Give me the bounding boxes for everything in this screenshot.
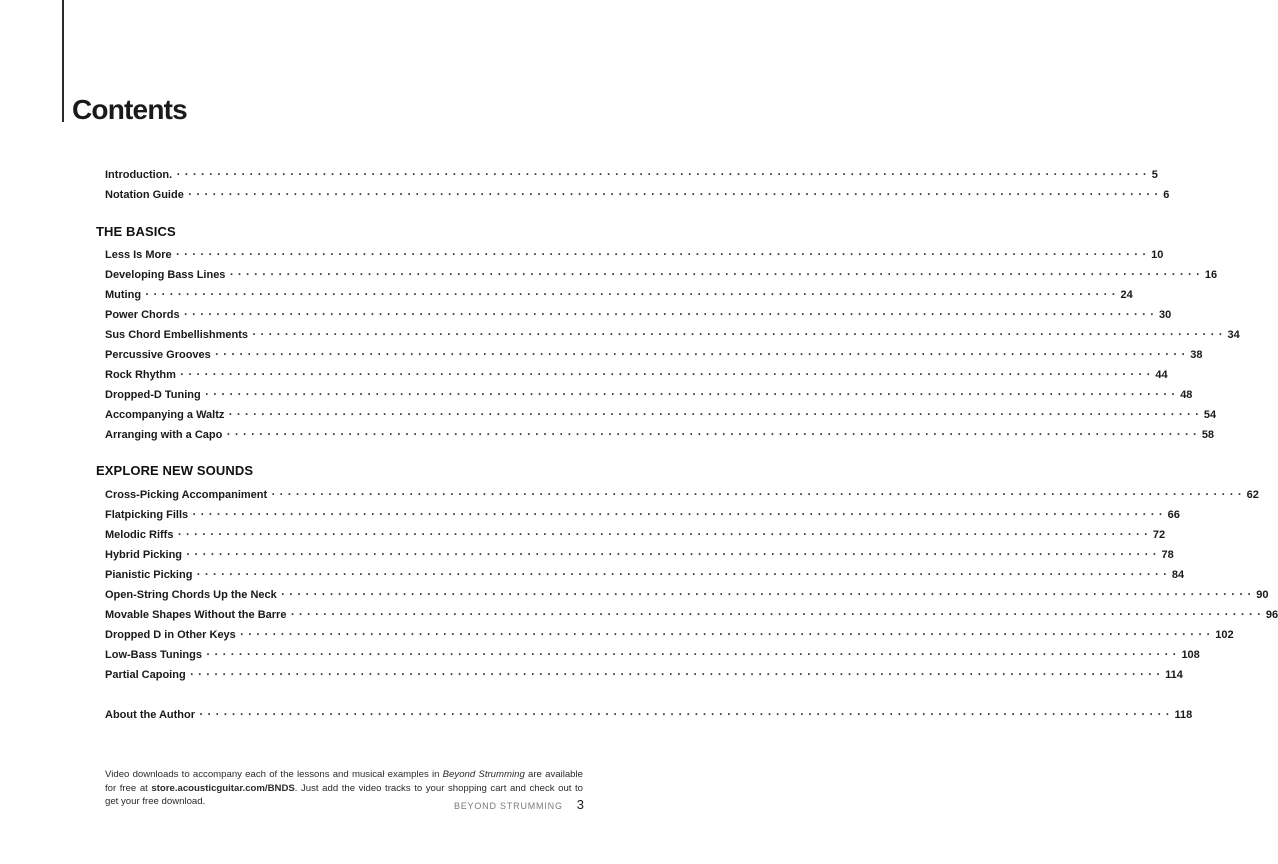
toc-entry-page: 48 <box>1180 389 1193 401</box>
toc-entry[interactable] <box>105 325 1240 341</box>
toc-entry-page: 96 <box>1265 609 1278 621</box>
dot-leader: ........................................................................................................................ <box>175 167 1150 178</box>
toc-entry[interactable] <box>105 625 1234 641</box>
dot-leader: ........................................................................................................................ <box>238 627 1214 638</box>
toc-entry-label: Partial Capoing <box>105 669 186 681</box>
toc-entry-page: 90 <box>1256 589 1269 601</box>
toc-entry-label: Notation Guide <box>105 189 184 201</box>
toc-entry-label: Sus Chord Embellishments <box>105 329 249 341</box>
toc-entry-page: 78 <box>1161 549 1174 561</box>
toc-entry-page: 5 <box>1151 169 1158 181</box>
toc-entry[interactable] <box>105 285 1133 301</box>
toc-entry-label: Developing Bass Lines <box>105 269 226 281</box>
dot-leader: ........................................................................................................................ <box>174 247 1150 258</box>
toc-entry[interactable] <box>105 425 1215 441</box>
toc-entry[interactable] <box>105 545 1174 561</box>
page-footer <box>454 797 584 812</box>
toc-entry[interactable] <box>105 645 1200 661</box>
footnote-url[interactable]: store.acousticguitar.com/BNDS <box>151 782 295 794</box>
toc-entry-page: 16 <box>1204 269 1218 281</box>
toc-entry-page: 54 <box>1203 409 1217 421</box>
toc-entry-page: 72 <box>1152 529 1166 541</box>
toc-entry-about-the-author[interactable] <box>105 705 1193 721</box>
toc-entry-label: Power Chords <box>105 309 180 321</box>
toc-entry[interactable] <box>105 605 1278 621</box>
toc-entry[interactable] <box>105 485 1259 501</box>
toc-entry-label: Muting <box>105 289 142 301</box>
toc-entry-label: Percussive Grooves <box>105 349 211 361</box>
dot-leader: ........................................................................................................................ <box>182 307 1158 318</box>
toc-entry-page: 114 <box>1165 669 1183 681</box>
toc-entry[interactable] <box>105 405 1217 421</box>
toc-entry[interactable] <box>105 345 1203 361</box>
dot-leader: ........................................................................................................................ <box>195 567 1170 578</box>
dot-leader: ........................................................................................................................ <box>203 387 1179 398</box>
toc-entry-label: About the Author <box>105 709 196 721</box>
dot-leader: ........................................................................................................................ <box>144 287 1119 298</box>
footnote-book-title: Beyond Strumming <box>442 769 525 780</box>
dot-leader: ........................................................................................................................ <box>191 507 1166 518</box>
toc-entry[interactable] <box>105 585 1269 601</box>
toc-entry-label: Movable Shapes Without the Barre <box>105 609 287 621</box>
dot-leader: ........................................................................................................................ <box>204 647 1180 658</box>
dot-leader: ........................................................................................................................ <box>279 587 1255 598</box>
toc-entry-page: 58 <box>1201 429 1215 441</box>
dot-leader: ........................................................................................................................ <box>228 267 1203 278</box>
footnote-text: . Just add the video tracks to your shopping cart and check out to get your free download. <box>105 782 584 807</box>
toc-entry-label: Pianistic Picking <box>105 569 193 581</box>
dot-leader: ........................................................................................................................ <box>186 187 1162 198</box>
section-heading-the-basics: THE BASICS <box>96 224 176 239</box>
dot-leader: ........................................................................................................................ <box>176 527 1151 538</box>
toc-entry[interactable] <box>105 245 1164 261</box>
toc-entry[interactable] <box>105 665 1183 681</box>
toc-entry-notation-guide[interactable] <box>105 185 1170 201</box>
toc-entry-page: 62 <box>1246 489 1259 501</box>
toc-entry[interactable] <box>105 565 1185 581</box>
toc-entry-label: Dropped-D Tuning <box>105 389 201 401</box>
toc-entry-label: Low-Bass Tunings <box>105 649 202 661</box>
toc-entry[interactable] <box>105 385 1193 401</box>
toc-entry-page: 24 <box>1120 289 1133 301</box>
toc-entry-label: Arranging with a Capo <box>105 429 223 441</box>
toc-entry-page: 34 <box>1227 329 1240 341</box>
dot-leader: ........................................................................................................................ <box>225 427 1200 438</box>
toc-entry[interactable] <box>105 365 1168 381</box>
toc-entry[interactable] <box>105 265 1218 281</box>
toc-entry-page: 118 <box>1174 709 1193 721</box>
dot-leader: ........................................................................................................................ <box>227 407 1202 418</box>
dot-leader: ........................................................................................................................ <box>178 367 1154 378</box>
toc-entry[interactable] <box>105 525 1166 541</box>
toc-entry-page: 30 <box>1159 309 1172 321</box>
toc-entry-page: 38 <box>1190 349 1203 361</box>
page-title: Contents <box>72 94 187 125</box>
section-heading-explore-new-sounds: EXPLORE NEW SOUNDS <box>96 463 254 478</box>
toc-entry-label: Less Is More <box>105 249 172 261</box>
toc-entry-label: Accompanying a Waltz <box>105 409 225 421</box>
toc-entry-label: Rock Rhythm <box>105 369 176 381</box>
dot-leader: ........................................................................................................................ <box>198 707 1173 718</box>
toc-entry[interactable] <box>105 505 1180 521</box>
margin-rule <box>62 0 64 122</box>
toc-entry-label: Open-String Chords Up the Neck <box>105 589 277 601</box>
running-footer-book-name: BEYOND STRUMMING <box>453 801 563 811</box>
footnote-text: are available for free at <box>105 769 583 794</box>
toc-entry-introduction[interactable] <box>105 165 1158 181</box>
toc-entry-label: Introduction. <box>105 169 173 181</box>
toc-entry-page: 66 <box>1167 509 1180 521</box>
toc-entry-page: 102 <box>1215 629 1234 641</box>
toc-entry-page: 108 <box>1181 649 1200 661</box>
toc-entry-page: 10 <box>1151 249 1164 261</box>
toc-entry-page: 6 <box>1163 189 1170 201</box>
dot-leader: ........................................................................................................................ <box>289 607 1264 618</box>
toc-entry-label: Cross-Picking Accompaniment <box>105 489 268 501</box>
toc-entry-label: Flatpicking Fills <box>105 509 189 521</box>
toc-entry-page: 44 <box>1155 369 1168 381</box>
dot-leader: ........................................................................................................................ <box>188 667 1164 678</box>
footnote-text: Video downloads to accompany each of the lessons and musical examples in <box>105 769 443 780</box>
page-number: 3 <box>576 797 584 812</box>
toc-entry-page: 84 <box>1171 569 1185 581</box>
dot-leader: ........................................................................................................................ <box>185 547 1160 558</box>
toc-entry-label: Melodic Riffs <box>105 529 174 541</box>
dot-leader: ........................................................................................................................ <box>270 487 1245 498</box>
toc-entry-label: Hybrid Picking <box>105 549 183 561</box>
toc-entry-label: Dropped D in Other Keys <box>105 629 236 641</box>
dot-leader: ........................................................................................................................ <box>213 347 1189 358</box>
dot-leader: ........................................................................................................................ <box>251 327 1226 338</box>
toc-entry[interactable] <box>105 305 1172 321</box>
